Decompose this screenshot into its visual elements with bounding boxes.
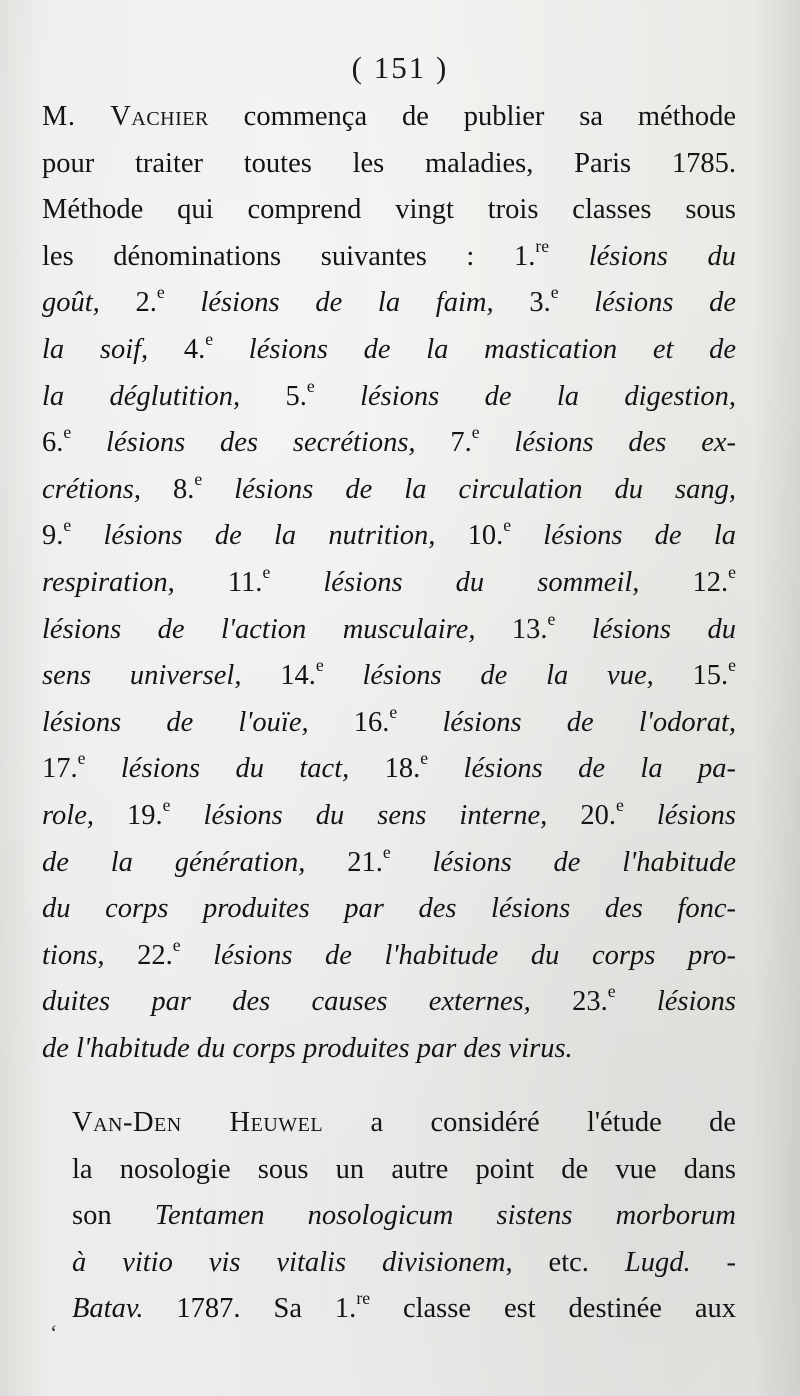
- text-line: 17.$^e$ lésions du tact, 18.$^e$ lésions de la pa-: [42, 748, 737, 785]
- text-line: pour traiter toutes les maladies, Paris 1785.: [42, 147, 736, 179]
- text-line: Méthode qui comprend vingt trois classes sous: [42, 194, 736, 226]
- paragraph-vachier: [42, 94, 736, 1072]
- text-line: goût, 2.$^e$ lésions de la faim, 3.$^e$ lésions de: [42, 282, 737, 319]
- text-line: de l'habitude du corps produites par des virus.: [42, 1032, 573, 1064]
- text-line: Batav. 1787. Sa 1.$^{re}$ classe est destinée aux: [72, 1288, 737, 1325]
- text-line: 9.$^e$ lésions de la nutrition, 10.$^e$ lésions de la: [42, 515, 736, 552]
- text-line: la déglutition, 5.$^e$ lésions de la digestion,: [42, 375, 736, 412]
- page-edge-mark: ‘: [50, 1320, 58, 1345]
- page-number: ( 151 ): [351, 50, 449, 85]
- text-line: tions, 22.$^e$ lésions de l'habitude du corps pro-: [42, 934, 736, 971]
- text-line: duites par des causes externes, 23.$^e$ lésions: [42, 981, 737, 1018]
- text-line: lésions de l'ouïe, 16.$^e$ lésions de l'odorat,: [42, 701, 736, 738]
- text-line: crétions, 8.$^e$ lésions de la circulation du sang,: [42, 468, 736, 505]
- text-line: la nosologie sous un autre point de vue dans: [72, 1153, 736, 1185]
- text-line: lésions de l'action musculaire, 13.$^e$ lésions du: [42, 608, 736, 645]
- author-name-vachier: M. Vachier: [42, 101, 209, 132]
- text-line: les dénominations suivantes : 1.$^{re}$ lésions du: [42, 235, 736, 272]
- text-line: la soif, 4.$^e$ lésions de la mastication et de: [42, 328, 736, 365]
- text-line: à vitio vis vitalis divisionem, etc. Lugd. -: [72, 1246, 737, 1278]
- author-name-van-den-heuwel: Van-Den Heuwel: [72, 1107, 324, 1138]
- text-line: Van-Den Heuwel a considéré l'étude de: [72, 1107, 736, 1138]
- text-line: 6.$^e$ lésions des secrétions, 7.$^e$ lésions des ex-: [42, 421, 736, 459]
- text-line: sens universel, 14.$^e$ lésions de la vue, 15.$^e$: [42, 654, 736, 692]
- text-line: son Tentamen nosologicum sistens morborum: [72, 1200, 736, 1232]
- text-line: M. Vachier commença de publier sa méthode: [42, 101, 736, 132]
- text-line: du corps produites par des lésions des fonc-: [42, 893, 736, 925]
- paragraph-van-den-heuwel: [72, 1100, 736, 1333]
- text-line: role, 19.$^e$ lésions du sens interne, 20.$^e$ lésions: [42, 794, 737, 831]
- text-line: respiration, 11.$^e$ lésions du sommeil, 12.$^e$: [42, 561, 736, 598]
- text-line: de la génération, 21.$^e$ lésions de l'habitude: [42, 841, 736, 878]
